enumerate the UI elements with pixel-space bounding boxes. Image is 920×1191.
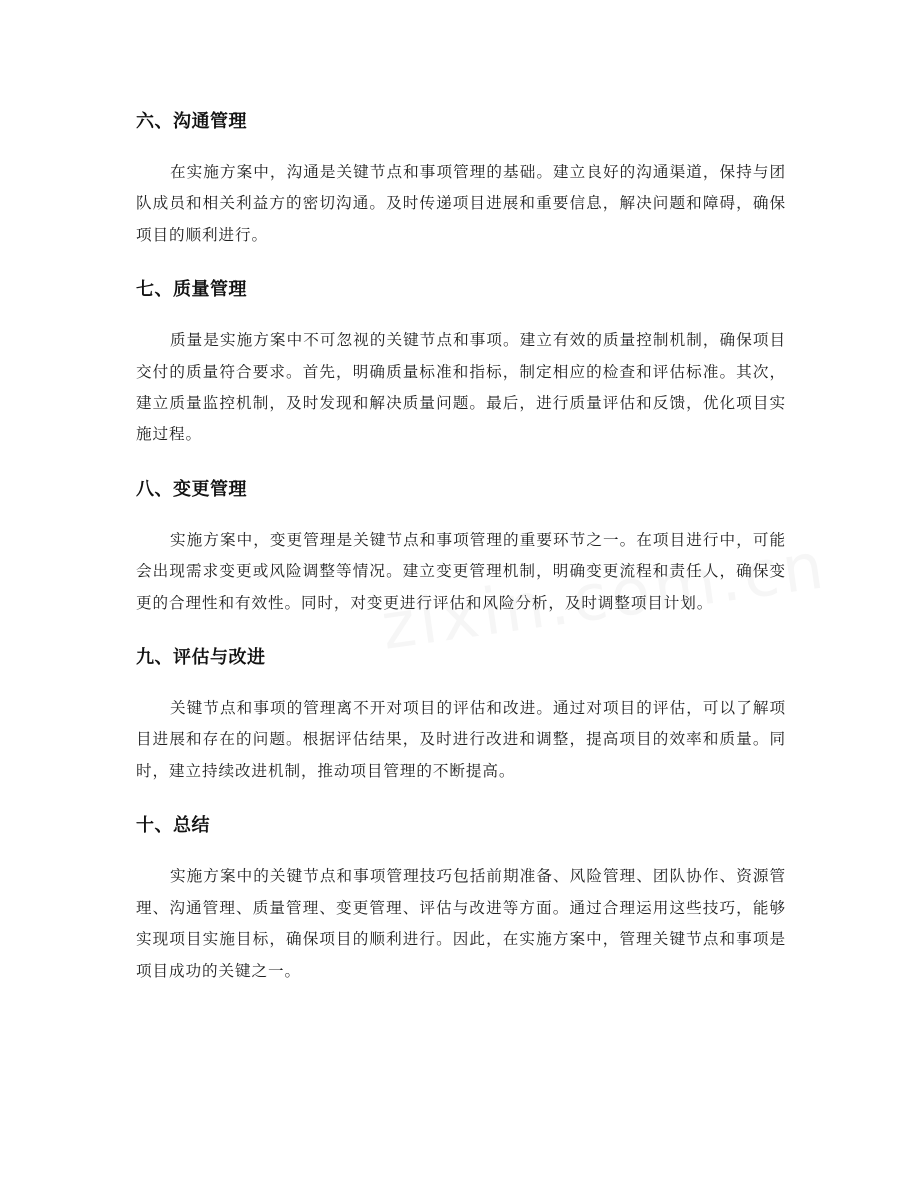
section-paragraph: 实施方案中，变更管理是关键节点和事项管理的重要环节之一。在项目进行中，可能会出现需求变更或风险调整等情况。建立变更管理机制，明确变更流程和责任人，确保变更的合理性和有效性。同时，对变更进行评估和风险分析，及时调整项目计划。 (136, 530, 786, 612)
section-paragraph: 实施方案中的关键节点和事项管理技巧包括前期准备、风险管理、团队协作、资源管理、沟通管理、质量管理、变更管理、评估与改进等方面。通过合理运用这些技巧，能够实现项目实施目标，确保项目的顺利进行。因此，在实施方案中，管理关键节点和事项是项目成功的关键之一。 (136, 867, 786, 980)
section-heading: 六、沟通管理 (136, 111, 247, 132)
section-heading: 七、质量管理 (136, 279, 247, 301)
section-paragraph: 在实施方案中，沟通是关键节点和事项管理的基础。建立良好的沟通渠道，保持与团队成员和相关利益方的密切沟通。及时传递项目进展和重要信息，解决问题和障碍，确保项目的顺利进行。 (136, 163, 786, 244)
section-change (136, 472, 786, 619)
section-heading: 八、变更管理 (136, 478, 247, 500)
document-body (136, 104, 786, 1008)
section-paragraph: 质量是实施方案中不可忽视的关键节点和事项。建立有效的质量控制机制，确保项目交付的质量符合要求。首先，明确质量标准和指标，制定相应的检查和评估标准。其次，建立质量监控机制，及时发现和解决质量问题。最后，进行质量评估和反馈，优化项目实施过程。 (136, 331, 786, 444)
section-communication (136, 104, 786, 251)
section-heading: 十、总结 (136, 815, 210, 837)
section-heading: 九、评估与改进 (136, 647, 266, 669)
section-paragraph: 关键节点和事项的管理离不开对项目的评估和改进。通过对项目的评估，可以了解项目进展和存在的问题。根据评估结果，及时进行改进和调整，提高项目的效率和质量。同时，建立持续改进机制，推动项目管理的不断提高。 (136, 699, 786, 780)
section-quality (136, 272, 786, 451)
section-summary (136, 808, 786, 987)
section-evaluation (136, 640, 786, 787)
